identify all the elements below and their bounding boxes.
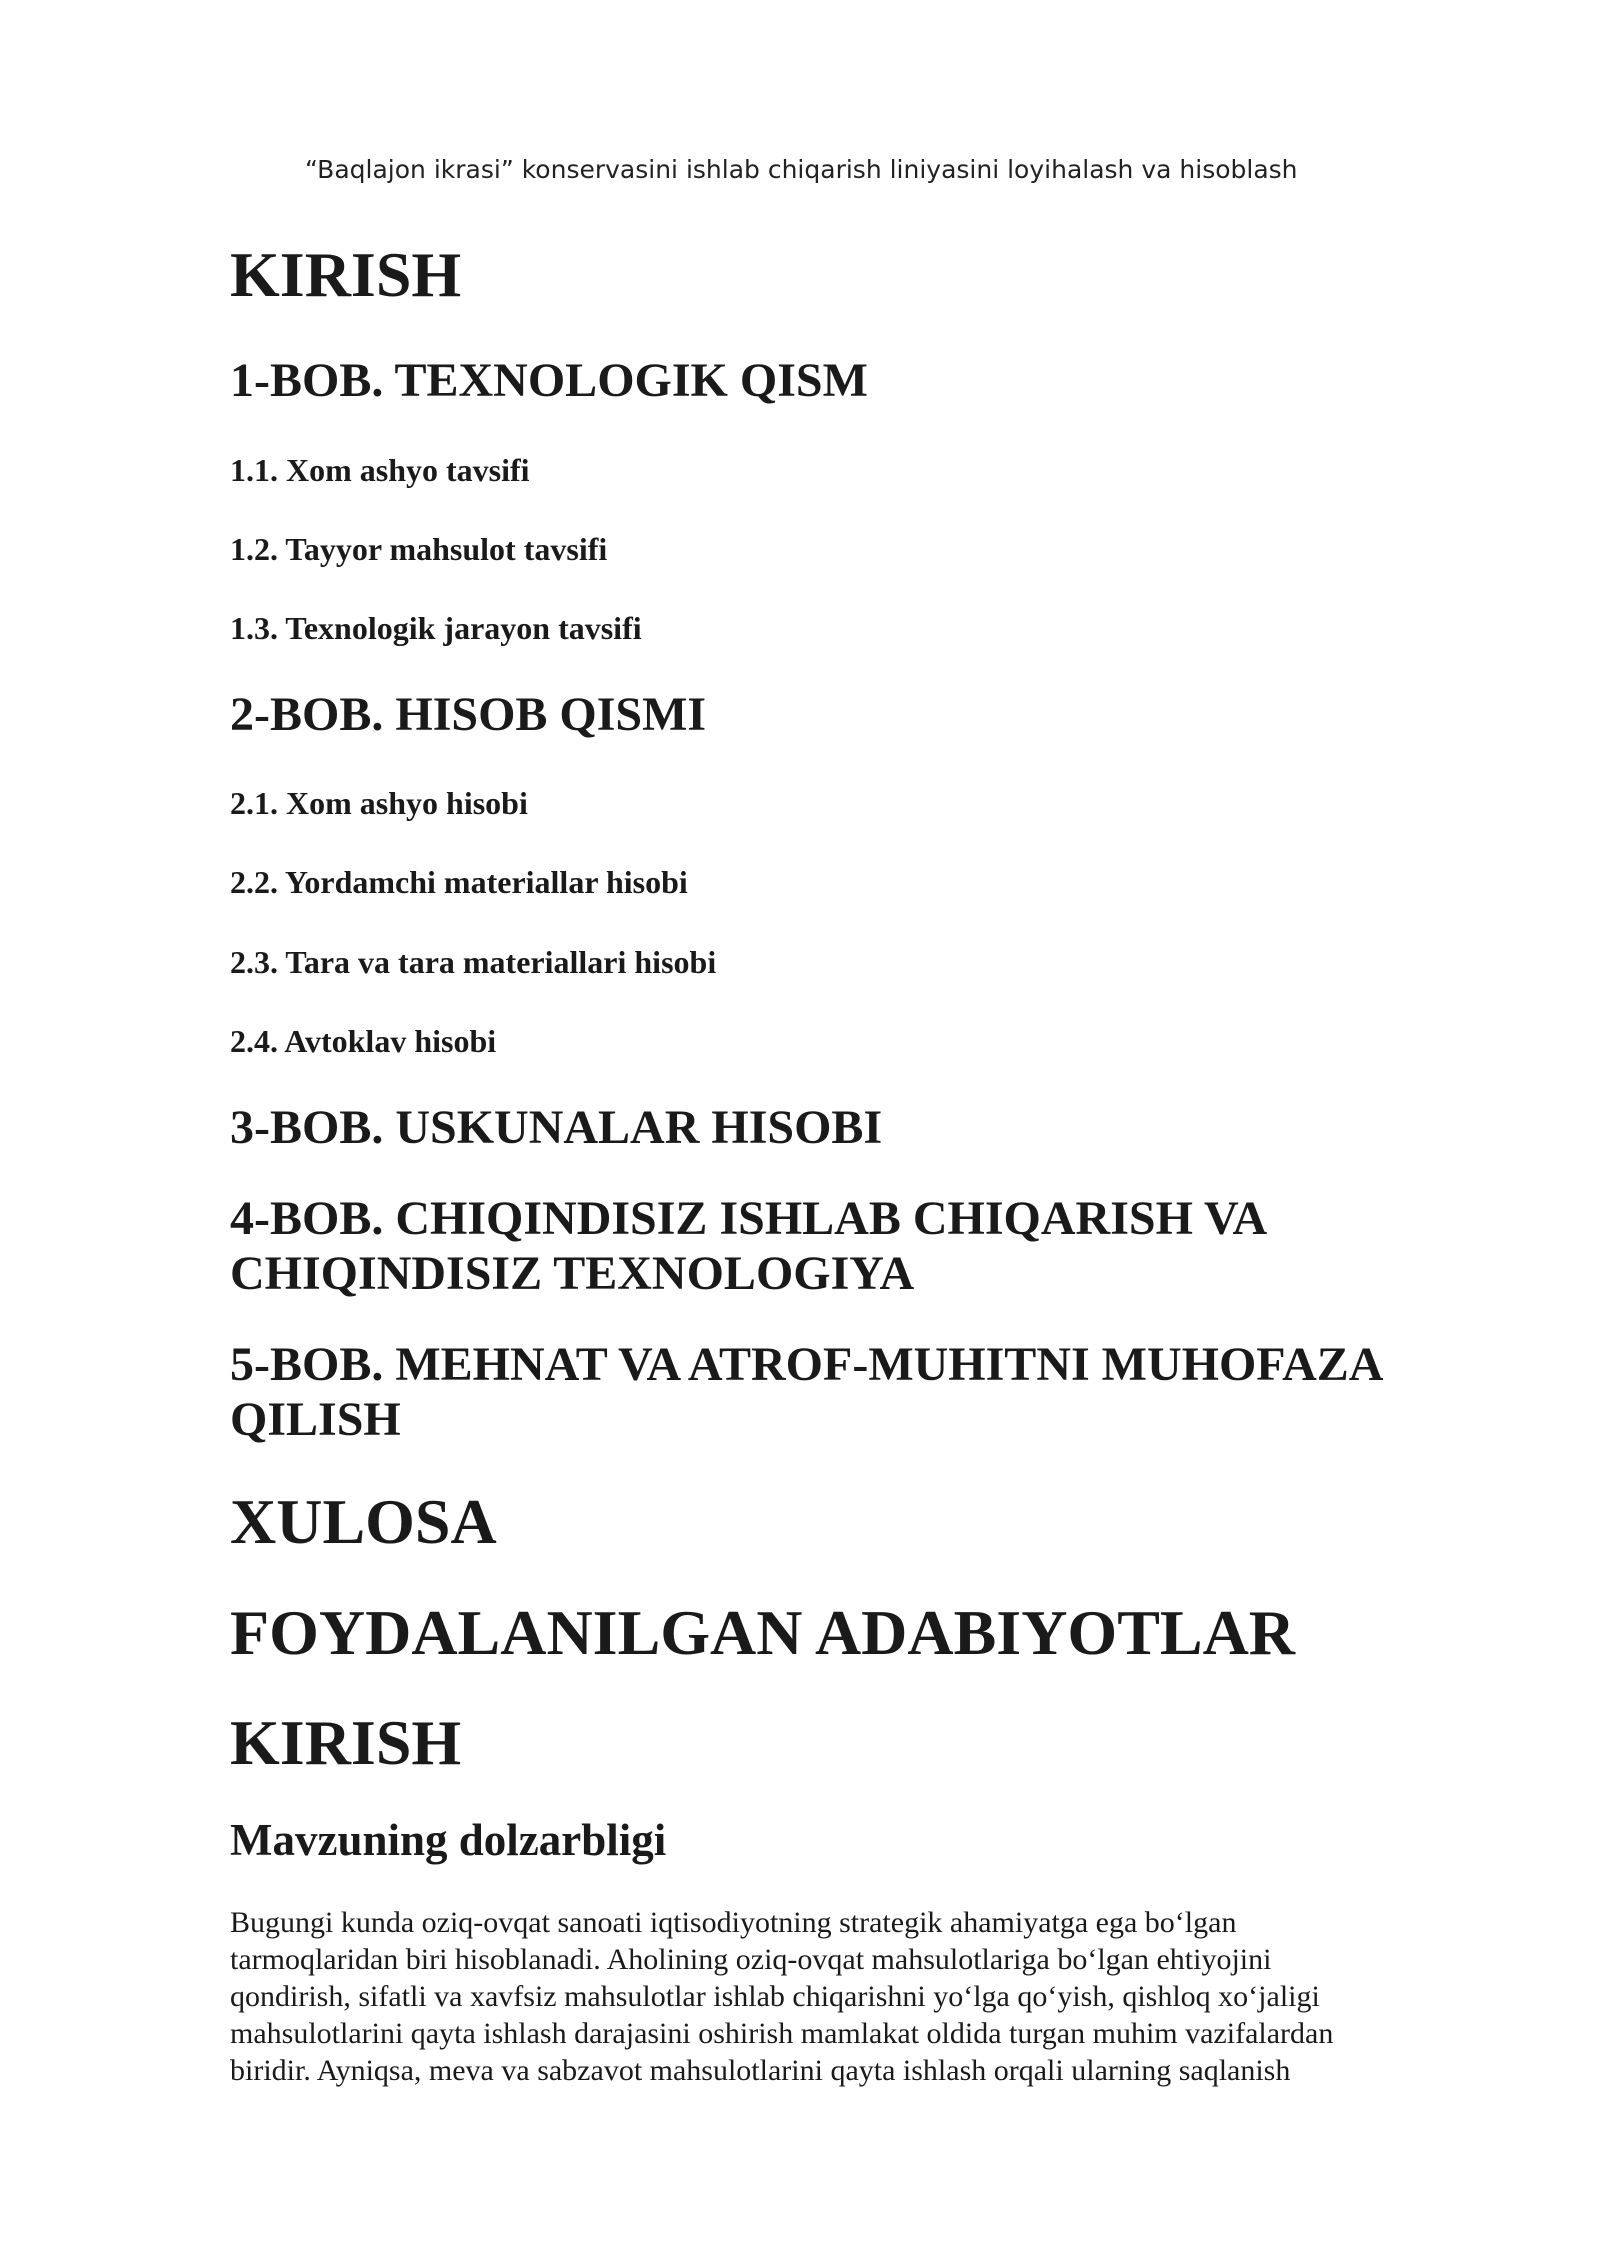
section-title-kirish: KIRISH — [230, 1707, 462, 1779]
toc-chapter-4 — [230, 1191, 1430, 1301]
toc-section-2-2: 2.2. Yordamchi materiallar hisobi — [230, 864, 688, 901]
toc-references: FOYDALANILGAN ADABIYOTLAR — [230, 1596, 1295, 1668]
toc-section-1-1: 1.1. Xom ashyo tavsifi — [230, 451, 530, 488]
toc-section-1-3: 1.3. Texnologik jarayon tavsifi — [230, 610, 642, 647]
paragraph-line: biridir. Ayniqsa, meva va sabzavot mahsulotlarini qayta ishlash orqali ularning saqlanish — [230, 2054, 1291, 2088]
paragraph-line: tarmoqlaridan biri hisoblanadi. Aholining oziq-ovqat mahsulotlariga bo‘lgan ehtiyojini — [230, 1943, 1272, 1977]
body-paragraph — [230, 1904, 1410, 2089]
toc-section-2-3: 2.3. Tara va tara materiallari hisobi — [230, 943, 717, 980]
toc-chapter-5 — [230, 1337, 1430, 1447]
paragraph-line: qondirish, sifatli va xavfsiz mahsulotlar ishlab chiqarishni yo‘lga qo‘yish, qishloq xo‘jaligi — [230, 1980, 1320, 2014]
toc-chapter-2: 2-BOB. HISOB QISMI — [230, 687, 707, 741]
toc-chapter-4-line-1: 4-BOB. CHIQINDISIZ ISHLAB CHIQARISH VA — [230, 1191, 1268, 1245]
document-content — [230, 240, 1430, 2089]
paragraph-line: mahsulotlarini qayta ishlash darajasini oshirish mamlakat oldida turgan muhim vazifalardan — [230, 2017, 1334, 2051]
subsection-title: Mavzuning dolzarbligi — [230, 1814, 667, 1865]
toc-chapter-3: 3-BOB. USKUNALAR HISOBI — [230, 1100, 883, 1154]
toc-conclusion: XULOSA — [230, 1486, 497, 1558]
toc-chapter-4-line-2: CHIQINDISIZ TEXNOLOGIYA — [230, 1246, 915, 1300]
paragraph-line: Bugungi kunda oziq-ovqat sanoati iqtisodiyotning strategik ahamiyatga ega bo‘lgan — [230, 1906, 1237, 1940]
toc-intro: KIRISH — [230, 239, 462, 310]
toc-section-2-4: 2.4. Avtoklav hisobi — [230, 1023, 497, 1060]
toc-chapter-5-line-1: 5-BOB. MEHNAT VA ATROF-MUHITNI MUHOFAZA — [230, 1338, 1384, 1392]
toc-chapter-1: 1-BOB. TEXNOLOGIK QISM — [230, 354, 868, 408]
running-header: “Baqlajon ikrasi” konservasini ishlab chiqarish liniyasini loyihalash va hisoblash — [305, 155, 1298, 184]
toc-section-2-1: 2.1. Xom ashyo hisobi — [230, 784, 528, 821]
toc-section-1-2: 1.2. Tayyor mahsulot tavsifi — [230, 530, 608, 567]
toc-chapter-5-line-2: QILISH — [230, 1393, 401, 1447]
